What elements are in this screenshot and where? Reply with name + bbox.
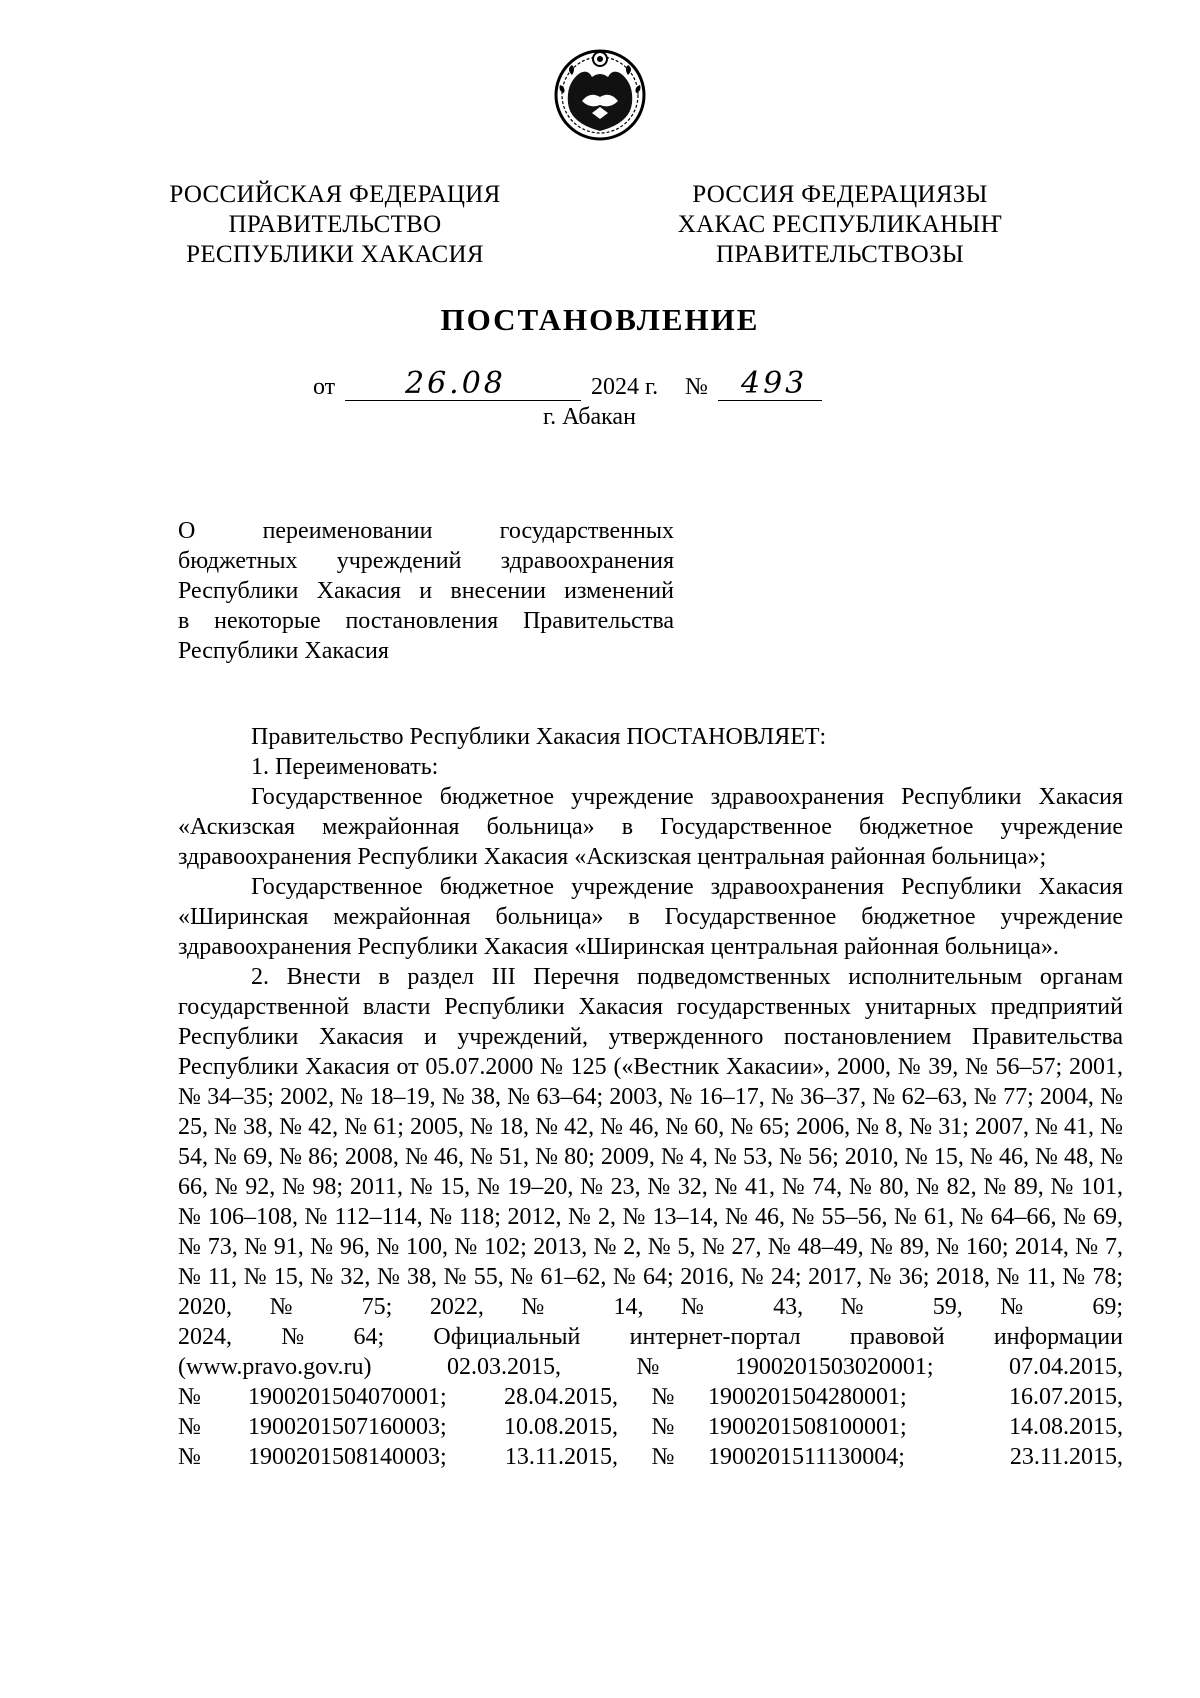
reference-cell: информации xyxy=(993,1324,1123,1350)
header-left-line: РЕСПУБЛИКИ ХАКАСИЯ xyxy=(186,241,484,268)
reference-cell: 1900201504070001; xyxy=(248,1384,447,1410)
subject-line: в некоторые постановления Правительства xyxy=(178,608,674,634)
coat-of-arms-icon xyxy=(550,43,650,143)
reference-cell: № xyxy=(651,1444,675,1470)
year-label: 2024 г. xyxy=(591,374,659,400)
header-left-line: РОССИЙСКАЯ ФЕДЕРАЦИЯ xyxy=(169,181,501,208)
reference-cell: интернет-портал xyxy=(629,1324,801,1350)
reference-cell: № xyxy=(281,1324,305,1350)
reference-cell: 64; xyxy=(353,1324,385,1350)
reference-cell: 23.11.2015, xyxy=(1009,1444,1123,1470)
subject-line xyxy=(178,516,674,546)
header-right-line: ХАКАС РЕСПУБЛИКАНЫҤ xyxy=(677,211,1003,238)
item-1-paragraph: Государственное бюджетное учреждение здравоохранения Республики Хакасия «Ширинская межрайонная больница» в Государственное бюджетное учреждение здравоохранения Республики Хакасия «Ширинская центральная районная больница». xyxy=(178,874,1123,960)
preamble: Правительство Республики Хакасия ПОСТАНОВЛЯЕТ: xyxy=(251,724,827,750)
document-body xyxy=(178,722,1123,1472)
reference-row xyxy=(178,1322,1123,1352)
reference-cell: № xyxy=(636,1354,660,1380)
subject-line: Республики Хакасия xyxy=(178,638,389,664)
reference-cell: 1900201511130004; xyxy=(708,1444,905,1470)
reference-cell: № xyxy=(651,1384,675,1410)
header-right-line: РОССИЯ ФЕДЕРАЦИЯЗЫ xyxy=(692,181,988,208)
city-label: г. Абакан xyxy=(543,404,636,430)
reference-cell: 1900201507160003; xyxy=(248,1414,447,1440)
reference-cell: 02.03.2015, xyxy=(446,1354,561,1380)
handwritten-date: 26.08 xyxy=(405,366,506,401)
reference-cell: № xyxy=(178,1444,201,1470)
subject-line: бюджетных учреждений здравоохранения xyxy=(178,548,674,574)
reference-cell: 1900201504280001; xyxy=(708,1384,907,1410)
reference-cell: 1900201503020001; xyxy=(734,1354,934,1380)
reference-cell: 14.08.2015, xyxy=(1009,1414,1123,1440)
reference-cell: (www.pravo.gov.ru) xyxy=(178,1354,372,1380)
reference-cell: 13.11.2015, xyxy=(504,1444,618,1470)
reference-cell: 1900201508100001; xyxy=(708,1414,907,1440)
document-type-title: ПОСТАНОВЛЕНИЕ xyxy=(440,302,760,337)
item-1-paragraph: Государственное бюджетное учреждение здравоохранения Республики Хакасия «Аскизская межрайонная больница» в Государственное бюджетное учреждение здравоохранения Республики Хакасия «Аскизская центральная районная больница»; xyxy=(178,784,1123,870)
subject-word: переименовании xyxy=(262,518,433,544)
reference-cell: правовой xyxy=(849,1324,945,1350)
header-right-block xyxy=(660,180,1020,270)
subject-line: Республики Хакасия и внесении изменений xyxy=(178,578,674,604)
header-left-line: ПРАВИТЕЛЬСТВО xyxy=(228,211,442,238)
reference-cell: 16.07.2015, xyxy=(1009,1384,1123,1410)
date-number-line xyxy=(313,366,913,404)
reference-cell: 1900201508140003; xyxy=(248,1444,447,1470)
reference-cell: Официальный xyxy=(433,1324,581,1350)
reference-cell: № xyxy=(651,1414,675,1440)
from-label: от xyxy=(313,374,336,400)
header-left-block xyxy=(155,180,515,270)
reference-row xyxy=(178,1382,1123,1412)
item-2-paragraph: 2. Внести в раздел III Перечня подведомственных исполнительным органам государственной власти Республики Хакасия государственных унитарных предприятий Республики Хакасия и учреждений, утвержденного постановлением Правительства Республики Хакасия от 05.07.2000 № 125 («Вестник Хакасии», 2000, № 39, № 56–57; 2001, № 34–35; 2002, № 18–19, № 38, № 63–64; 2003, № 16–17, № 36–37, № 62–63, № 77; 2004, № 25, № 38, № 42, № 61; 2005, № 18, № 42, № 46, № 60, № 65; 2006, № 8, № 31; 2007, № 41, № 54, № 69, № 86; 2008, № 46, № 51, № 80; 2009, № 4, № 53, № 56; 2010, № 15, № 46, № 48, № 66, № 92, № 98; 2011, № 15, № 19–20, № 23, № 32, № 41, № 74, № 80, № 82, № 89, № 101, № 106–108, № 112–114, № 118; 2012, № 2, № 13–14, № 46, № 55–56, № 61, № 64–66, № 69, № 73, № 91, № 96, № 100, № 102; 2013, № 2, № 5, № 27, № 48–49, № 89, № 160; 2014, № 7, № 11, № 15, № 32, № 38, № 55, № 61–62, № 64; 2016, № 24; 2017, № 36; 2018, № 11, № 78; 2020, № 75; 2022, № 14, № 43, № 59, № 69; xyxy=(178,964,1123,1320)
header-right-line: ПРАВИТЕЛЬСТВОЗЫ xyxy=(716,241,964,268)
reference-cell: 2024, xyxy=(178,1324,232,1350)
reference-cell: 28.04.2015, xyxy=(504,1384,618,1410)
reference-row xyxy=(178,1352,1123,1382)
reference-row xyxy=(178,1412,1123,1442)
reference-row xyxy=(178,1442,1123,1472)
reference-cell: № xyxy=(178,1414,201,1440)
reference-cell: 10.08.2015, xyxy=(504,1414,618,1440)
subject-word: О xyxy=(178,518,196,544)
reference-cell: 07.04.2015, xyxy=(1008,1354,1123,1380)
subject-word: государственных xyxy=(499,518,674,544)
reference-cell: № xyxy=(178,1384,201,1410)
subject-block xyxy=(178,516,674,666)
number-label: № xyxy=(685,374,708,400)
handwritten-number: 493 xyxy=(741,366,808,401)
item-1-heading: 1. Переименовать: xyxy=(251,754,439,780)
